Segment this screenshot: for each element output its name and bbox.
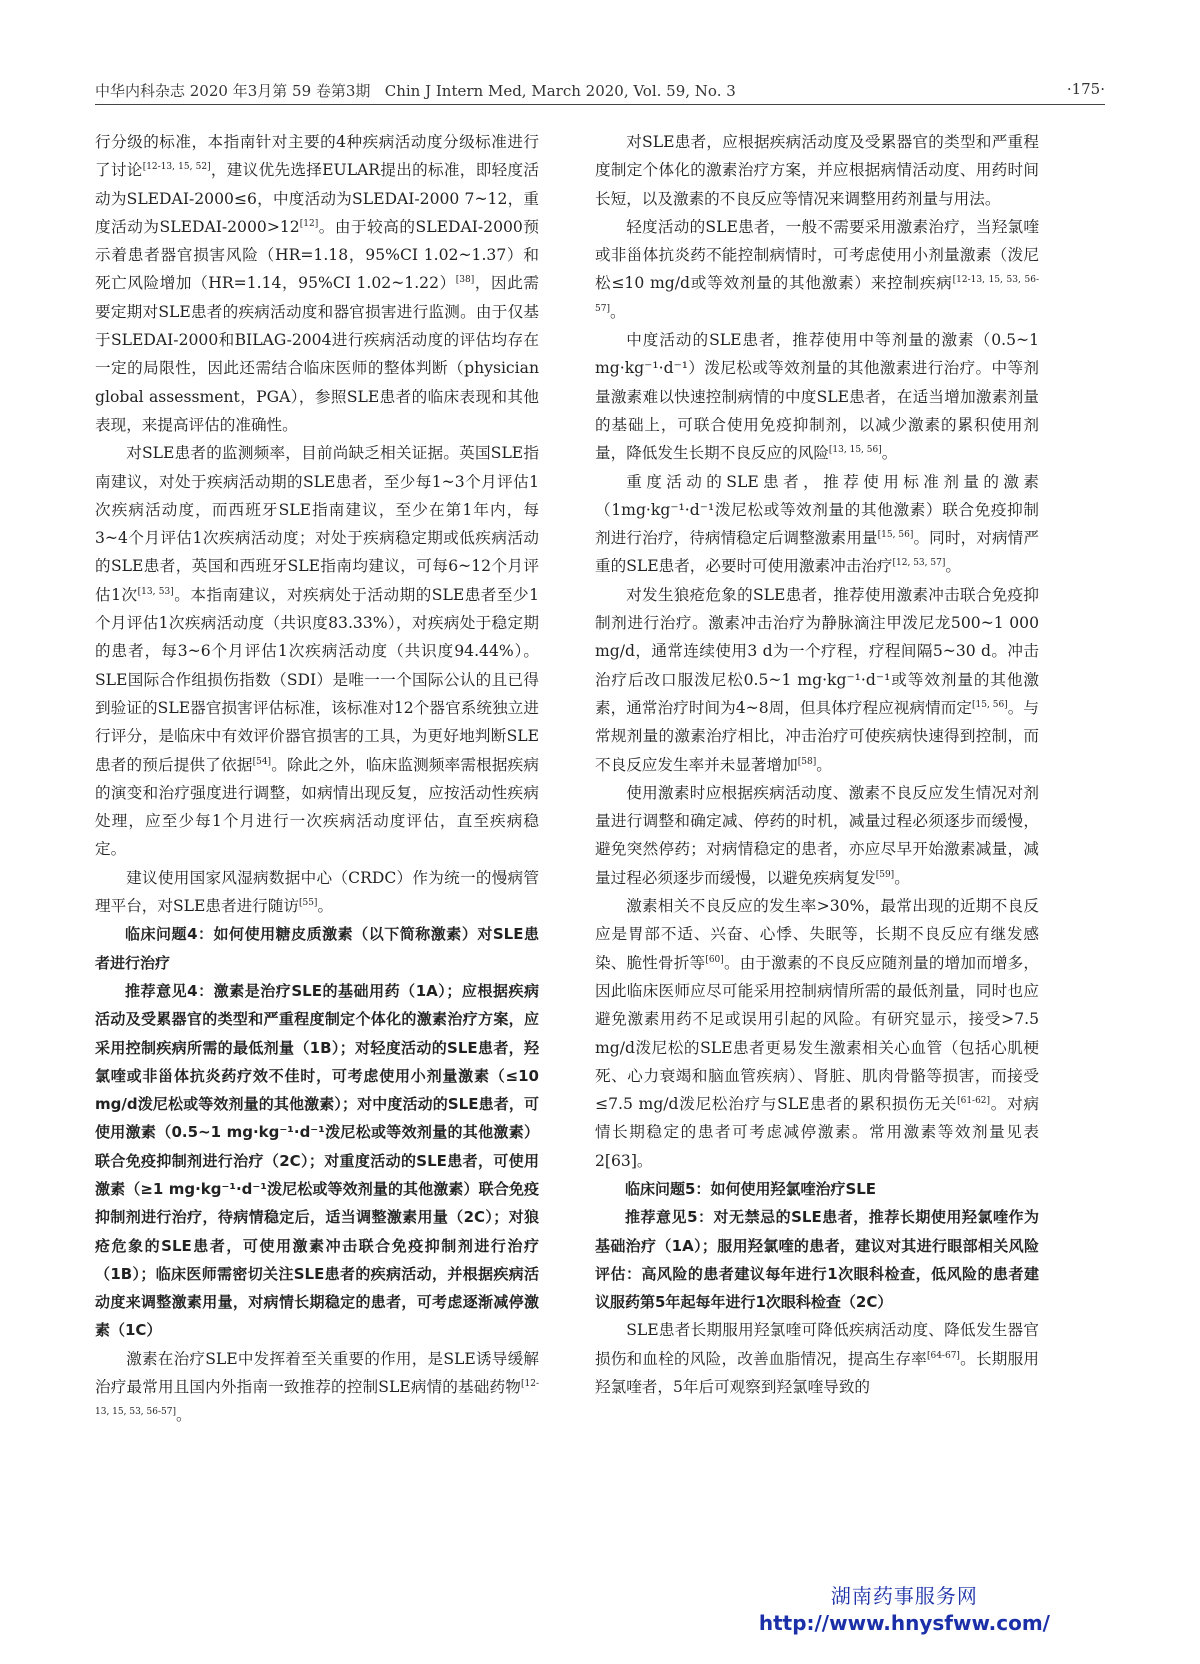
- paragraph-text: 临床问题4：如何使用糖皮质激素（以下简称激素）对SLE患者进行治疗: [95, 925, 539, 972]
- paragraph-text: 。: [317, 897, 334, 916]
- paragraph-text: 重度活动的SLE患者，推荐使用标准剂量的激素（1mg·kg⁻¹·d⁻¹泼尼松或等效剂量的其他激素）联合免疫抑制剂进行治疗，待病情稳定后调整激素用量: [595, 472, 1039, 548]
- paragraph-text: 。由于较高的SLEDAI-2000预示着患者器官损害风险（HR=1.18，95%CI 1.02~1.37）和死亡风险增加（HR=1.14，95%CI 1.02~1.22）: [95, 217, 539, 293]
- paragraph: [595, 1203, 1039, 1316]
- paragraph-text: SLE患者长期服用羟氯喹可降低疾病活动度、降低发生器官损伤和血栓的风险，改善血脂情况，提高生存率: [595, 1321, 1039, 1368]
- paragraph-text: ，建议优先选择EULAR提出的标准，即轻度活动为SLEDAI-2000≤6，中度活动为SLEDAI-2000 7~12，重度活动为SLEDAI-2000>12: [95, 161, 539, 236]
- paragraph-text: 。同时，对病情严重的SLE患者，必要时可使用激素冲击治疗: [595, 529, 1039, 576]
- watermark: [759, 1580, 1050, 1635]
- paragraph-text: 对发生狼疮危象的SLE患者，推荐使用激素冲击联合免疫抑制剂进行治疗。激素冲击治疗为静脉滴注甲泼尼龙500~1 000 mg/d，通常连续使用3 d为一个疗程，疗程间隔5~30 d。冲击治疗后改口服泼尼松0.5~1 mg·kg⁻¹·d⁻¹或等效剂量的其他激素，通常治疗时间为4~8周，但具体疗程应视病情而定: [595, 585, 1039, 717]
- paragraph-text: 推荐意见4：激素是治疗SLE的基础用药（1A）；应根据疾病活动及受累器官的类型和严重程度制定个体化的激素治疗方案，应采用控制疾病所需的最低剂量（1B）；对轻度活动的SLE患者，羟氯喹或非甾体抗炎药疗效不佳时，可考虑使用小剂量激素（≤10 mg/d泼尼松或等效剂量的其他激素）；对中度活动的SLE患者，可使用激素（0.5~1 mg·kg⁻¹·d⁻¹泼尼松或等效剂量的其他激素）联合免疫抑制剂进行治疗（2C）；对重度活动的SLE患者，可使用激素（≥1 mg·kg⁻¹·d⁻¹泼尼松或等效剂量的其他激素）联合免疫抑制剂进行治疗，待病情稳定后，适当调整激素用量（2C）；对狼疮危象的SLE患者，可使用激素冲击联合免疫抑制剂进行治疗（1B）；临床医师需密切关注SLE患者的疾病活动，并根据疾病活动度来调整激素用量，对病情长期稳定的患者，可考虑逐渐减停激素（1C）: [95, 981, 539, 1340]
- paragraph: [595, 1175, 1039, 1203]
- paragraph-text: 。对病情长期稳定的患者可考虑减停激素。常用激素等效剂量见表2[63]。: [595, 1095, 1039, 1170]
- citation-ref: [15, 56]: [972, 699, 1008, 710]
- citation-ref: [55]: [298, 897, 318, 908]
- paragraph: [595, 128, 1039, 213]
- paragraph-text: 激素在治疗SLE中发挥着至关重要的作用，是SLE诱导缓解治疗最常用且国内外指南一致推荐的控制SLE病情的基础药物: [95, 1349, 539, 1397]
- citation-ref: [59]: [875, 869, 895, 880]
- paragraph: [95, 864, 539, 921]
- paragraph-text: 临床问题5：如何使用羟氯喹治疗SLE: [625, 1179, 877, 1198]
- journal-citation: [95, 80, 736, 101]
- paragraph-text: 。: [881, 444, 898, 463]
- watermark-url: http://www.hnysfww.com/: [758, 1611, 1050, 1635]
- journal-en: Chin J Intern Med, March 2020, Vol. 59, No. 3: [384, 82, 736, 100]
- citation-ref: [12-13, 15, 53, 56-57]: [595, 275, 1039, 314]
- citation-ref: [12, 53, 57]: [892, 558, 946, 569]
- paragraph-text: 。: [175, 1406, 192, 1425]
- paragraph-text: 。: [945, 557, 961, 576]
- paragraph: [95, 439, 539, 863]
- citation-ref: [58]: [797, 756, 817, 767]
- citation-ref: [12]: [299, 218, 319, 229]
- citation-ref: [64-67]: [926, 1350, 960, 1361]
- right-column: [595, 128, 1039, 1401]
- paragraph-text: 对SLE患者的监测频率，目前尚缺乏相关证据。英国SLE指南建议，对处于疾病活动期的SLE患者，至少每1~3个月评估1次疾病活动度，而西班牙SLE指南建议，至少在第1年内，每3~4个月评估1次疾病活动度；对处于疾病稳定期或低疾病活动的SLE患者，英国和西班牙SLE指南均建议，可每6~12个月评估1次: [95, 444, 539, 604]
- page-number: ·175·: [1066, 80, 1105, 98]
- paragraph-text: 。长期服用羟氯喹者，5年后可观察到羟氯喹导致的: [595, 1349, 1039, 1397]
- citation-ref: [60]: [705, 954, 724, 965]
- citation-ref: [12-13, 15, 52]: [142, 162, 211, 173]
- paragraph: [95, 920, 539, 977]
- paragraph-text: 。: [894, 868, 910, 887]
- citation-ref: [13, 15, 56]: [828, 445, 882, 456]
- watermark-name: 湖南药事服务网: [830, 1584, 978, 1608]
- paragraph-text: 使用激素时应根据疾病活动度、激素不良反应发生情况对剂量进行调整和确定减、停药的时机，减量过程必须逐步而缓慢，避免突然停药；对病情稳定的患者，亦应尽早开始激素减量，减量过程必须逐步而缓慢，以避免疾病复发: [595, 783, 1039, 887]
- paragraph: [595, 581, 1039, 779]
- paragraph-text: 。由于激素的不良反应随剂量的增加而增多，因此临床医师应尽可能采用控制病情所需的最低剂量，同时也应避免激素用药不足或误用引起的风险。有研究显示，接受>7.5 mg/d泼尼松的SLE患者更易发生激素相关心血管（包括心肌梗死、心力衰竭和脑血管疾病）、肾脏、肌肉骨骼等损害，而接受≤7.5 mg/d泼尼松治疗与SLE患者的累积损伤无关: [595, 953, 1039, 1114]
- paragraph: [95, 977, 539, 1345]
- citation-ref: [13, 53]: [137, 586, 174, 597]
- paragraph-text: 。除此之外，临床监测频率需根据疾病的演变和治疗强度进行调整，如病情出现反复，应按活动性疾病处理，应至少每1个月进行一次疾病活动度评估，直至疾病稳定。: [95, 755, 539, 859]
- paragraph: [595, 892, 1039, 1175]
- citation-ref: [12-13, 15, 53, 56-57]: [95, 1378, 539, 1418]
- paragraph-text: 推荐意见5：对无禁忌的SLE患者，推荐长期使用羟氯喹作为基础治疗（1A）；服用羟氯喹的患者，建议对其进行眼部相关风险评估：高风险的患者建议每年进行1次眼科检查，低风险的患者建议服药第5年起每年进行1次眼科检查（2C）: [595, 1208, 1039, 1312]
- paragraph-text: 轻度活动的SLE患者，一般不需要采用激素治疗，当羟氯喹或非甾体抗炎药不能控制病情时，可考虑使用小剂量激素（泼尼松≤10 mg/d或等效剂量的其他激素）来控制疾病: [595, 217, 1039, 293]
- paragraph-text: 激素相关不良反应的发生率>30%，最常出现的近期不良反应是胃部不适、兴奋、心悸、失眠等，长期不良反应有继发感染、脆性骨折等: [595, 897, 1039, 972]
- paragraph: [95, 128, 539, 439]
- paragraph-text: 行分级的标准，本指南针对主要的4种疾病活动度分级标准进行了讨论: [95, 133, 539, 180]
- paragraph-text: 建议使用国家风湿病数据中心（CRDC）作为统一的慢病管理平台，对SLE患者进行随访: [95, 868, 539, 916]
- journal-cn: 中华内科杂志 2020 年3月第 59 卷第3期: [95, 82, 371, 100]
- paragraph-text: 。: [816, 755, 832, 774]
- paragraph: [595, 779, 1039, 892]
- paragraph-text: 。本指南建议，对疾病处于活动期的SLE患者至少1个月评估1次疾病活动度（共识度83.33%），对疾病处于稳定期的患者，每3~6个月评估1次疾病活动度（共识度94.44%）。SLE国际合作组损伤指数（SDI）是唯一一个国际公认的且已得到验证的SLE器官损害评估标准，该标准对12个器官系统独立进行评分，是临床中有效评价器官损害的工具，为更好地判断SLE患者的预后提供了依据: [95, 585, 540, 774]
- left-column: [95, 128, 539, 1430]
- paragraph-text: ，因此需要定期对SLE患者的疾病活动度和器官损害进行监测。由于仅基于SLEDAI-2000和BILAG-2004进行疾病活动度的评估均存在一定的局限性，因此还需结合临床医师的整体判断（physician global assessment，PGA），参照SLE患者的临床表现和其他表现，来提高评估的准确性。: [95, 274, 539, 434]
- paragraph-text: 中度活动的SLE患者，推荐使用中等剂量的激素（0.5~1 mg·kg⁻¹·d⁻¹）泼尼松或等效剂量的其他激素进行治疗。中等剂量激素难以快速控制病情的中度SLE患者，在适当增加激素剂量的基础上，可联合使用免疫抑制剂，以减少激素的累积使用剂量，降低发生长期不良反应的风险: [595, 331, 1039, 463]
- paragraph-text: 对SLE患者，应根据疾病活动度及受累器官的类型和严重程度制定个体化的激素治疗方案，并应根据病情活动度、用药时间长短，以及激素的不良反应等情况来调整用药剂量与用法。: [595, 133, 1039, 208]
- running-header: [95, 78, 1105, 102]
- citation-ref: [38]: [455, 275, 475, 286]
- paragraph-text: 。: [609, 302, 626, 321]
- citation-ref: [61-62]: [957, 1095, 991, 1106]
- paragraph-text: 。与常规剂量的激素治疗相比，冲击治疗可使疾病快速得到控制，而不良反应发生率并未显著增加: [595, 698, 1039, 774]
- paragraph: [95, 1345, 539, 1430]
- citation-ref: [15, 56]: [877, 529, 914, 540]
- header-rule: [95, 104, 1105, 105]
- citation-ref: [54]: [252, 756, 272, 767]
- paragraph: [595, 468, 1039, 581]
- paragraph: [595, 1316, 1039, 1401]
- paragraph: [595, 326, 1039, 467]
- paragraph: [595, 213, 1039, 326]
